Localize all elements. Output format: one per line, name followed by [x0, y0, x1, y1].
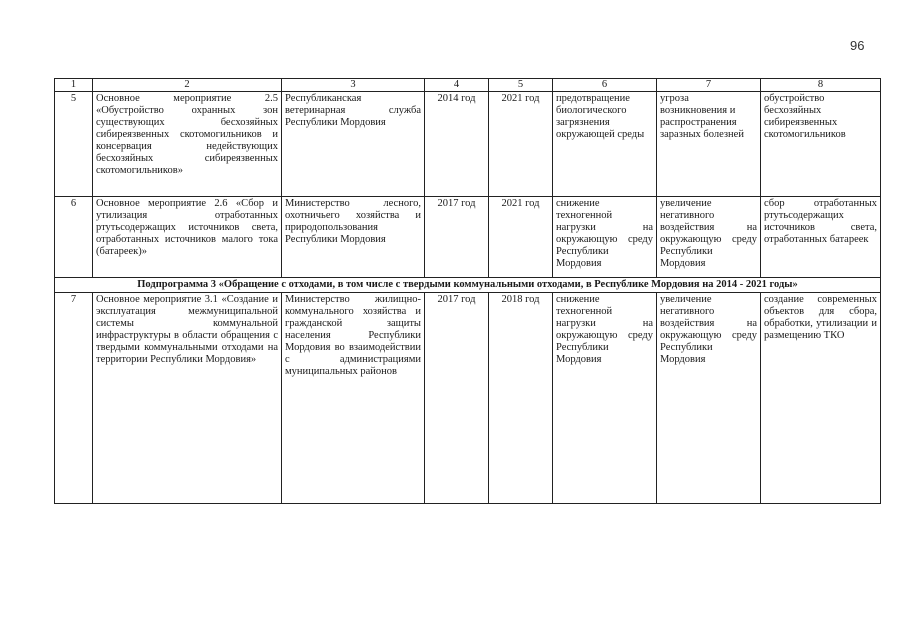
subprogram-title: Подпрограмма 3 «Обращение с отходами, в том числе с твердыми коммунальными отходами, в Республике Мордовия на 2014 - 2021 годы» — [55, 278, 881, 293]
subprogram-row — [55, 278, 881, 293]
column-number: 4 — [425, 79, 489, 92]
connection-cell: обустройство бесхозяйных сибиреязвенных скотомогильников — [761, 92, 881, 197]
start-year-cell: 2017 год — [425, 197, 489, 278]
activity-cell: Основное мероприятие 2.6 «Сбор и утилизация отработанных ртутьсодержащих источников света, отработанных источников малого тока (батареек)» — [93, 197, 282, 278]
page-number: 96 — [850, 38, 865, 53]
program-table — [54, 78, 881, 504]
column-number: 2 — [93, 79, 282, 92]
column-number: 7 — [657, 79, 761, 92]
row-number: 7 — [55, 293, 93, 504]
table-row — [55, 92, 881, 197]
row-number: 6 — [55, 197, 93, 278]
column-number: 6 — [553, 79, 657, 92]
consequences-cell: угроза возникновения и распространения заразных болезней — [657, 92, 761, 197]
column-number-row — [55, 79, 881, 92]
end-year-cell: 2018 год — [489, 293, 553, 504]
activity-cell: Основное мероприятие 3.1 «Создание и эксплуатация межмуниципальной системы коммунальной инфраструктуры в области обращения с твердыми коммунальными отходами на территории Республики Мордовия» — [93, 293, 282, 504]
executor-cell: Министерство жилищно-коммунального хозяйства и гражданской защиты населения Республики Мордовия во взаимодействии с администрациями муниципальных районов — [282, 293, 425, 504]
column-number: 1 — [55, 79, 93, 92]
table-row — [55, 197, 881, 278]
row-number: 5 — [55, 92, 93, 197]
end-year-cell: 2021 год — [489, 197, 553, 278]
end-year-cell: 2021 год — [489, 92, 553, 197]
column-number: 8 — [761, 79, 881, 92]
executor-cell: Республиканская ветеринарная служба Республики Мордовия — [282, 92, 425, 197]
executor-cell: Министерство лесного, охотничьего хозяйства и природопользования Республики Мордовия — [282, 197, 425, 278]
start-year-cell: 2014 год — [425, 92, 489, 197]
consequences-cell: увеличение негативного воздействия на окружающую среду Республики Мордовия — [657, 197, 761, 278]
start-year-cell: 2017 год — [425, 293, 489, 504]
connection-cell: создание современных объектов для сбора, обработки, утилизации и размещению ТКО — [761, 293, 881, 504]
table-row — [55, 293, 881, 504]
activity-cell: Основное мероприятие 2.5 «Обустройство охранных зон существующих бесхозяйных сибиреязвенных скотомогильников и консервация недействующих бесхозяйных сибиреязвенных скотомогильников» — [93, 92, 282, 197]
connection-cell: сбор отработанных ртутьсодержащих источников света, отработанных батареек — [761, 197, 881, 278]
column-number: 5 — [489, 79, 553, 92]
consequences-cell: увеличение негативного воздействия на окружающую среду Республики Мордовия — [657, 293, 761, 504]
result-cell: предотвращение биологического загрязнения окружающей среды — [553, 92, 657, 197]
result-cell: снижение техногенной нагрузки на окружающую среду Республики Мордовия — [553, 293, 657, 504]
column-number: 3 — [282, 79, 425, 92]
result-cell: снижение техногенной нагрузки на окружающую среду Республики Мордовия — [553, 197, 657, 278]
